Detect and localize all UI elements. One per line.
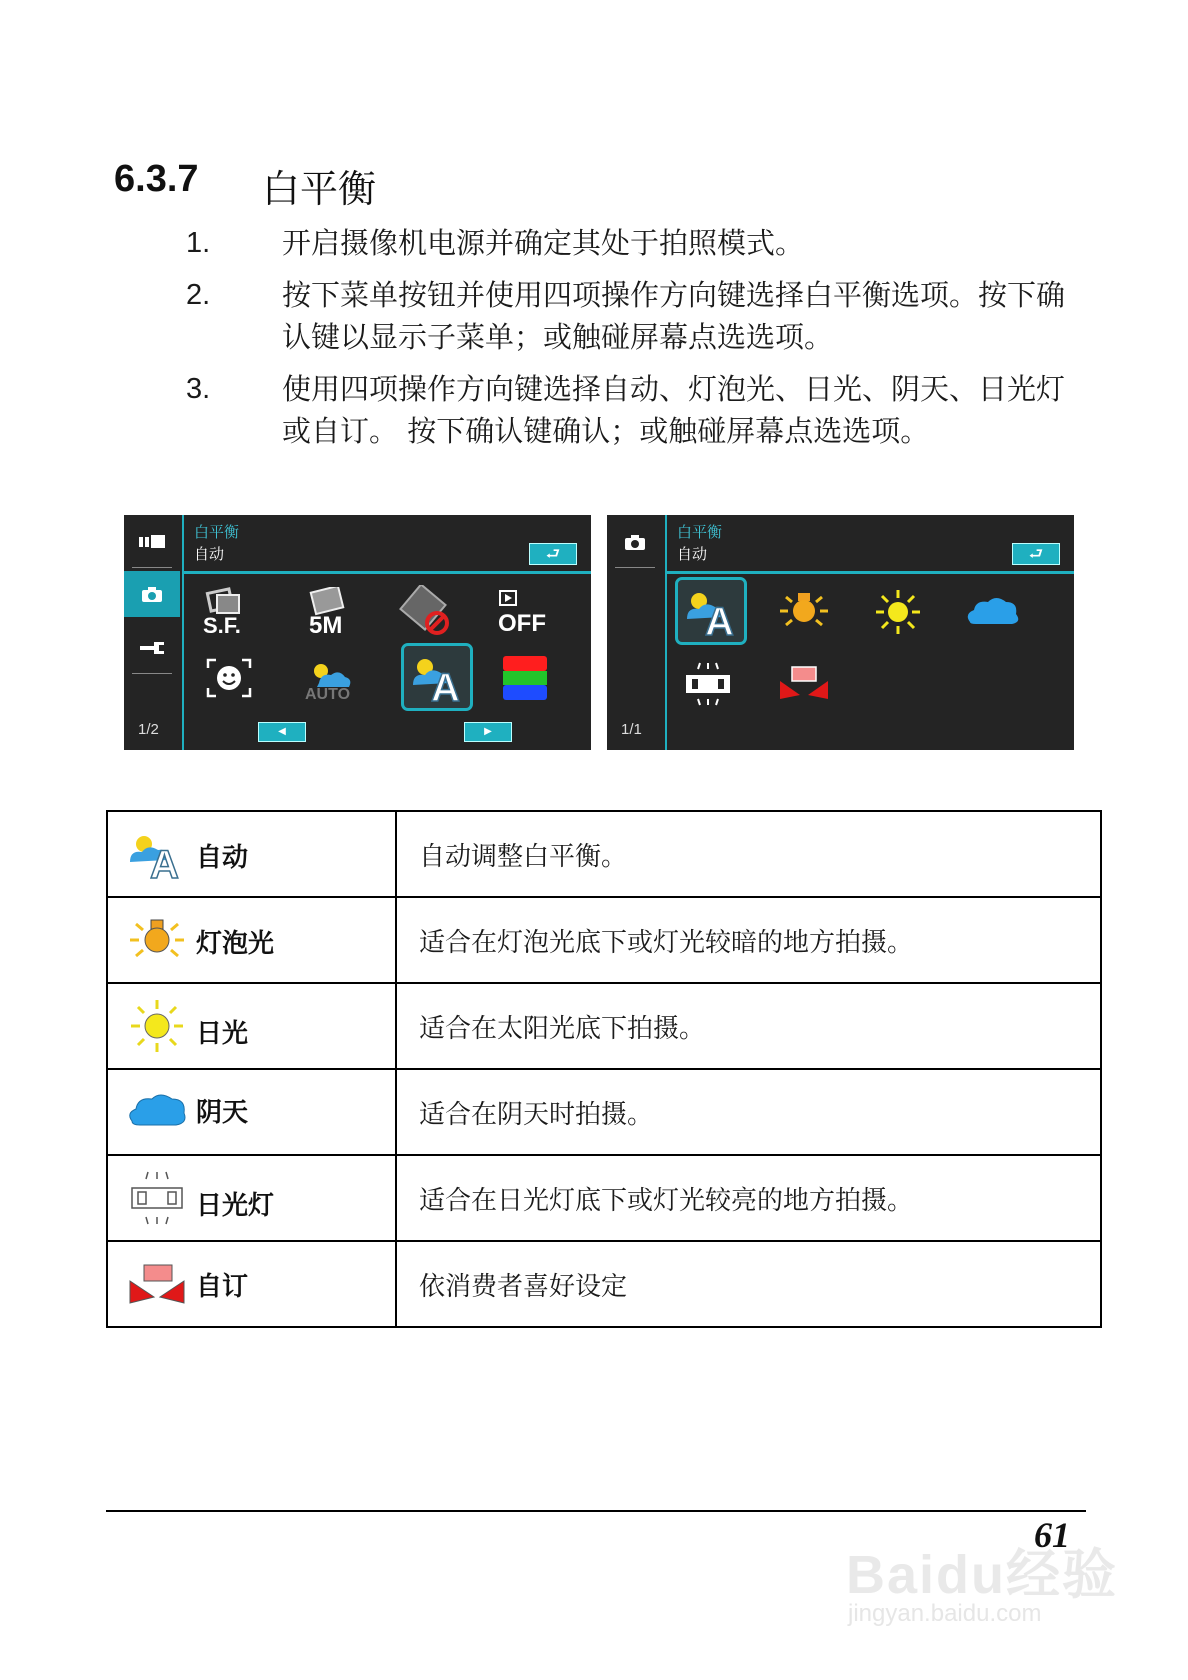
svg-text:A: A xyxy=(431,666,460,705)
auto-label: AUTO xyxy=(305,686,351,703)
mode-label: 日光灯 xyxy=(196,1191,275,1221)
table-cell-label xyxy=(107,811,396,897)
step-text: 使用四项操作方向键选择自动、灯泡光、日光、阴天、日光灯或自订。 按下确认键确认；或触碰屏幕点选选项。 xyxy=(282,372,1066,448)
table-cell-label xyxy=(107,983,396,1069)
page-indicator: 1/1 xyxy=(621,721,642,738)
section-title: 白平衡 xyxy=(262,169,377,211)
sf-glyph xyxy=(199,587,259,637)
prev-page-button[interactable]: ◀ xyxy=(258,722,306,742)
screen-sidebar xyxy=(607,515,667,750)
mode-description: 自动调整白平衡。 xyxy=(396,811,1101,897)
table-row xyxy=(107,1069,1101,1155)
watermark-url: jingyan.baidu.com xyxy=(848,1600,1042,1627)
step-number: 3. xyxy=(186,373,211,405)
sidebar-item-settings[interactable] xyxy=(124,625,180,671)
face-glyph xyxy=(204,656,254,700)
mode-description: 适合在灯泡光底下或灯光较暗的地方拍摄。 xyxy=(396,897,1101,983)
mode-description: 适合在太阳光底下拍摄。 xyxy=(396,983,1101,1069)
mode-label: 灯泡光 xyxy=(196,929,275,959)
table-cell-label xyxy=(107,1155,396,1241)
menu-value: 自动 xyxy=(194,545,225,563)
incandescent-icon[interactable] xyxy=(771,581,837,643)
color-effect-glyph xyxy=(501,654,549,702)
mode-description: 依消费者喜好设定 xyxy=(396,1241,1101,1327)
incandescent-glyph xyxy=(774,587,834,637)
cloudy-glyph xyxy=(962,592,1022,632)
off-label: OFF xyxy=(498,610,546,637)
step-number: 1. xyxy=(186,227,211,259)
back-button[interactable]: ⮐ xyxy=(529,543,577,565)
table-cell-label xyxy=(107,1069,396,1155)
camera-icon xyxy=(624,534,646,550)
page-indicator: 1/2 xyxy=(138,721,159,738)
step-number: 2. xyxy=(186,279,211,311)
cloudy-icon xyxy=(126,1089,188,1135)
menu-title: 白平衡 xyxy=(194,523,240,541)
mode-label: 阴天 xyxy=(196,1098,249,1128)
mode-description: 适合在日光灯底下或灯光较亮的地方拍摄。 xyxy=(396,1155,1101,1241)
daylight-icon[interactable] xyxy=(865,581,931,643)
section-heading xyxy=(114,158,377,211)
sidebar-item-camera[interactable] xyxy=(607,519,663,565)
page-number: 61 xyxy=(1034,1515,1070,1555)
auto-scene-glyph xyxy=(299,653,359,703)
camera-screen-wb-submenu xyxy=(607,515,1074,750)
table-cell-label xyxy=(107,1241,396,1327)
fluorescent-icon[interactable] xyxy=(675,653,741,715)
table-row xyxy=(107,897,1101,983)
custom-wb-icon xyxy=(126,1259,188,1309)
daylight-icon xyxy=(126,996,188,1056)
mode-label: 自动 xyxy=(196,843,249,873)
table-row xyxy=(107,983,1101,1069)
step-text: 开启摄像机电源并确定其处于拍照模式。 xyxy=(282,226,805,260)
incandescent-icon xyxy=(126,914,188,966)
timestamp-glyph xyxy=(494,587,556,637)
wb-auto-icon[interactable] xyxy=(401,643,473,711)
step-item xyxy=(186,368,1086,452)
fluorescent-glyph xyxy=(678,659,738,709)
video-mode-icon xyxy=(139,534,165,550)
wrench-icon xyxy=(140,641,164,655)
watermark-logo: Baidu经验 xyxy=(846,1545,1119,1605)
sidebar-item-camera[interactable] xyxy=(124,571,180,617)
step-item xyxy=(186,274,1086,358)
mode-label: 自订 xyxy=(196,1272,249,1302)
res-label: 5M xyxy=(309,612,343,637)
wb-auto-glyph xyxy=(407,649,467,705)
wb-auto-icon xyxy=(126,828,188,880)
table-cell-label xyxy=(107,897,396,983)
step-text: 按下菜单按钮并使用四项操作方向键选择白平衡选项。按下确认键以显示子菜单；或触碰屏幕点选选项。 xyxy=(282,278,1066,354)
resolution-glyph xyxy=(299,587,359,637)
table-row xyxy=(107,811,1101,897)
white-balance-table xyxy=(106,810,1102,1328)
svg-text:A: A xyxy=(705,600,734,639)
fluorescent-icon xyxy=(126,1168,188,1228)
face-detect-icon[interactable] xyxy=(196,647,262,709)
mode-label: 日光 xyxy=(196,1019,249,1049)
menu-value: 自动 xyxy=(677,545,708,563)
cloudy-icon[interactable] xyxy=(959,581,1025,643)
auto-scene-icon[interactable] xyxy=(296,647,362,709)
table-row xyxy=(107,1155,1101,1241)
custom-wb-glyph xyxy=(774,659,834,709)
color-effect-icon[interactable] xyxy=(492,647,558,709)
sf-icon[interactable] xyxy=(196,581,262,643)
section-number: 6.3.7 xyxy=(114,158,199,200)
daylight-glyph xyxy=(868,587,928,637)
table-row xyxy=(107,1241,1101,1327)
screen-sidebar xyxy=(124,515,184,750)
camera-icon xyxy=(141,586,163,602)
steps-list xyxy=(186,222,1086,462)
mode-description: 适合在阴天时拍摄。 xyxy=(396,1069,1101,1155)
sf-label: S.F. xyxy=(203,613,241,637)
no-flash-icon[interactable] xyxy=(394,581,460,643)
sidebar-item-video[interactable] xyxy=(124,519,180,565)
svg-text:A: A xyxy=(150,843,179,880)
wb-auto-glyph xyxy=(681,583,741,639)
no-flash-glyph xyxy=(397,585,457,639)
custom-wb-icon[interactable] xyxy=(771,653,837,715)
menu-title: 白平衡 xyxy=(677,523,723,541)
camera-screen-menu xyxy=(124,515,591,750)
timestamp-off-icon[interactable] xyxy=(492,581,558,643)
next-page-button[interactable]: ▶ xyxy=(464,722,512,742)
footer-rule xyxy=(106,1510,1086,1512)
step-item xyxy=(186,222,1086,264)
wb-auto-icon[interactable] xyxy=(675,577,747,645)
back-button[interactable]: ⮐ xyxy=(1012,543,1060,565)
resolution-5m-icon[interactable] xyxy=(296,581,362,643)
